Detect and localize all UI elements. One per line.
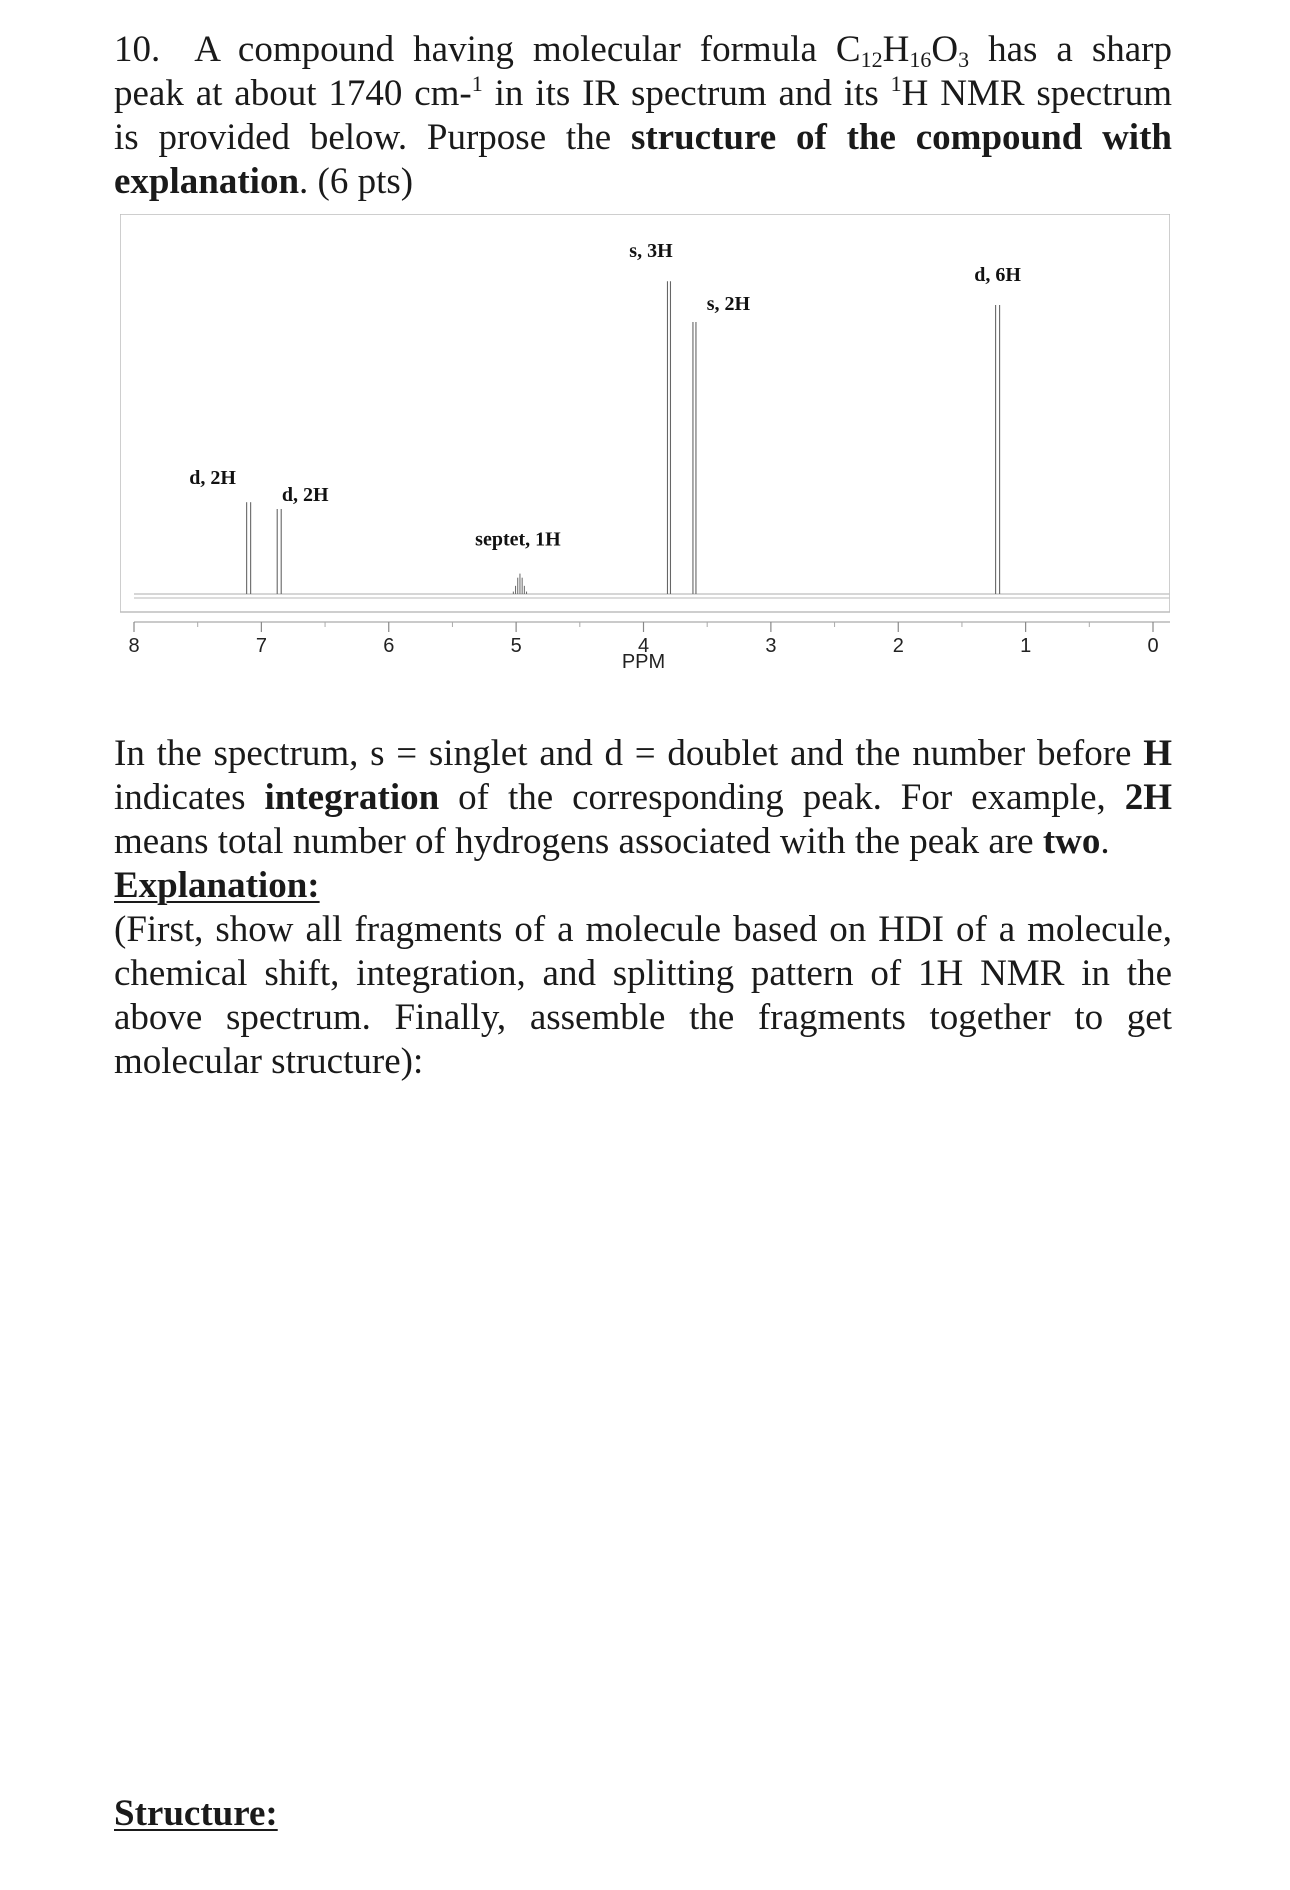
intro-text: [114, 732, 1172, 864]
peak-label: d, 2H: [281, 484, 329, 506]
x-axis-label: PPM: [621, 651, 666, 673]
question-line-2: peak at about 1740 cm-$^1$ in its IR spectrum and its $^1$H NMR spectrum: [114, 71, 1172, 114]
question-text: [114, 28, 1172, 204]
instructions-text: [114, 908, 1172, 1084]
question-line-4: explanation. (6 pts): [114, 161, 414, 202]
instructions-line-2: chemical shift, integration, and splitting pattern of 1H NMR in the: [114, 953, 1172, 994]
peak-label: d, 6H: [974, 264, 1021, 286]
x-tick-label: 8: [128, 635, 140, 657]
structure-label: Structure:: [114, 1793, 278, 1834]
x-tick-label: 2: [892, 635, 904, 657]
x-tick-label: 1: [1020, 635, 1032, 657]
peak-label: s, 2H: [706, 293, 751, 315]
explanation-heading: Explanation:: [114, 865, 320, 906]
x-tick-label: 0: [1147, 635, 1159, 657]
question-number: 10.: [114, 29, 161, 70]
x-tick-label: 4: [637, 635, 650, 657]
x-tick-label: 5: [510, 635, 522, 657]
x-tick-label: 6: [383, 635, 395, 657]
x-tick-label: 7: [255, 635, 267, 657]
peak-label: septet, 1H: [475, 528, 561, 551]
intro-line-2: indicates integration of the corresponding peak. For example, 2H: [114, 777, 1172, 818]
peak-label: s, 3H: [629, 240, 673, 263]
instructions-line-1: (First, show all fragments of a molecule based on HDI of a molecule,: [114, 909, 1172, 950]
question-line-1: 10. A compound having molecular formula $C_{12}H_{16}O_3$ has a sharp: [114, 29, 1172, 72]
explanation-heading-block: [114, 864, 1172, 908]
intro-line-1: In the spectrum, s = singlet and d = doublet and the number before H: [114, 733, 1172, 774]
intro-line-3: means total number of hydrogens associated with the peak are two.: [114, 821, 1110, 862]
instructions-line-4: molecular structure):: [114, 1041, 424, 1082]
question-line-3: is provided below. Purpose the structure of the compound with: [114, 117, 1172, 158]
nmr-spectrum-chart: [120, 214, 1170, 684]
x-tick-label: 3: [765, 635, 777, 657]
peak-label: d, 2H: [189, 467, 236, 490]
instructions-line-3: above spectrum. Finally, assemble the fragments together to get: [114, 997, 1172, 1038]
